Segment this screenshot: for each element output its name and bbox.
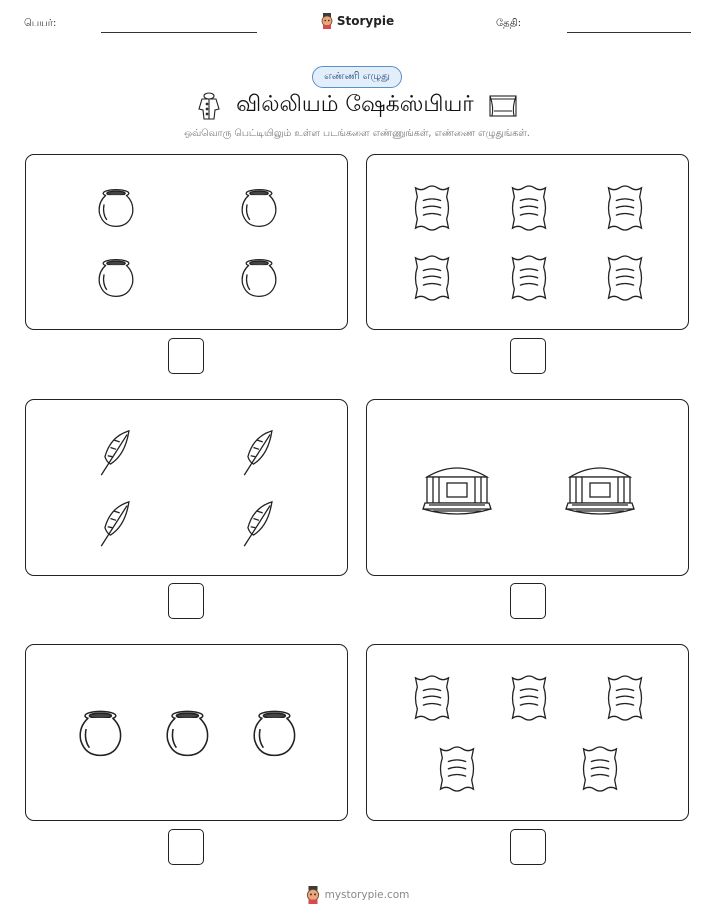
scroll-icon	[578, 745, 622, 793]
scroll-icon	[410, 254, 454, 302]
scroll-icon	[603, 674, 647, 722]
count-panel-3	[25, 399, 348, 576]
theater-icon	[564, 461, 636, 517]
page-title: வில்லியம் ஷேக்ஸ்பியர்	[236, 92, 474, 117]
instructions: ஒவ்வொரு பெட்டியிலும் உள்ள படங்களை எண்ணுங்கள், எண்ணை எழுதுங்கள்.	[184, 128, 530, 139]
date-label: தேதி:	[496, 18, 522, 29]
count-panel-6	[366, 644, 689, 821]
answer-box-6[interactable]	[510, 829, 546, 865]
scroll-icon	[603, 184, 647, 232]
brand-name: Storypie	[336, 14, 395, 28]
feather-icon	[97, 429, 135, 477]
date-line[interactable]	[567, 32, 691, 33]
feather-icon	[240, 429, 278, 477]
feather-icon	[240, 500, 278, 548]
stage-icon	[488, 93, 518, 119]
scroll-icon	[410, 674, 454, 722]
activity-badge: எண்ணி எழுது	[312, 66, 402, 88]
answer-box-1[interactable]	[168, 338, 204, 374]
bear-logo-icon	[320, 13, 334, 29]
pot-icon	[237, 256, 281, 300]
footer	[0, 886, 714, 904]
scroll-icon	[603, 254, 647, 302]
costume-icon	[196, 91, 222, 121]
pot-icon	[94, 186, 138, 230]
answer-box-4[interactable]	[510, 583, 546, 619]
scroll-icon	[435, 745, 479, 793]
name-label: பெயர்:	[24, 18, 57, 29]
bear-logo-icon	[305, 886, 321, 904]
pot-icon	[161, 707, 214, 760]
brand	[0, 13, 714, 29]
scroll-icon	[410, 184, 454, 232]
scroll-icon	[507, 184, 551, 232]
pot-icon	[237, 186, 281, 230]
pot-icon	[248, 707, 301, 760]
scroll-icon	[507, 254, 551, 302]
pot-icon	[74, 707, 127, 760]
theater-icon	[421, 461, 493, 517]
count-panel-1	[25, 154, 348, 330]
count-panel-2	[366, 154, 689, 330]
footer-url: mystorypie.com	[324, 889, 410, 901]
count-panel-5	[25, 644, 348, 821]
feather-icon	[97, 500, 135, 548]
name-line[interactable]	[101, 32, 257, 33]
title-row	[0, 88, 714, 124]
answer-box-3[interactable]	[168, 583, 204, 619]
answer-box-2[interactable]	[510, 338, 546, 374]
count-panel-4	[366, 399, 689, 576]
answer-box-5[interactable]	[168, 829, 204, 865]
scroll-icon	[507, 674, 551, 722]
pot-icon	[94, 256, 138, 300]
